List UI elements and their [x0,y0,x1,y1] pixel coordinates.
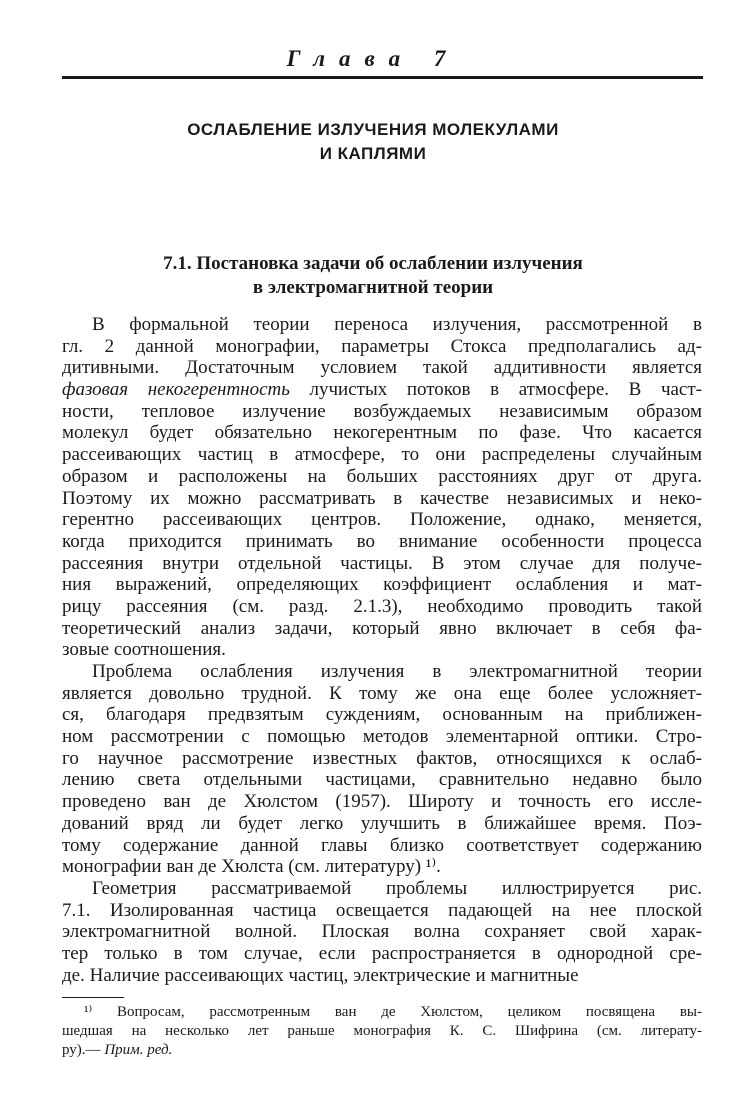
text-line: дований вряд ли будет легко улучшить в ближайшее время. Поэ- [62,812,702,834]
section-heading-line: 7.1. Постановка задачи об ослаблении излучения [163,253,583,274]
text-line: тому содержание данной главы близко соответствует содержанию [62,834,702,856]
text-line: В формальной теории переноса излучения, рассмотренной в [92,314,702,335]
text-line: ном рассмотрении с помощью методов элементарной оптики. Стро- [62,726,702,748]
text-line: проведено ван де Хюлстом (1957). Широту и точность его иссле- [62,791,702,813]
text-line: теоретический анализ задачи, который явно включает в себя фа- [62,617,702,639]
text-line: Геометрия рассматриваемой проблемы иллюстрируется рис. [92,877,702,899]
chapter-rule [62,76,703,79]
text-line: го научное рассмотрение известных фактов, относящихся к ослаб- [62,747,702,769]
text-line: ния выражений, определяющих коэффициент ослабления и мат- [62,574,702,596]
footnote-line: шедшая на несколько лет раньше монография К. С. Шифрина (см. литерату- [62,1023,702,1039]
text-line: молекул будет обязательно некогерентным по фазе. Что касается [62,422,702,444]
footnote-line: ру).— Прим. ред. [62,1042,173,1058]
footnote [62,1003,702,1060]
text-line: дитивными. Достаточным условием такой аддитивности является [62,357,702,379]
text-line: рицу рассеяния (см. разд. 2.1.3), необходимо проводить такой [62,595,702,617]
text-line: де. Наличие рассеивающих частиц, электрические и магнитные [62,964,579,986]
paragraph [62,878,702,986]
text-line: тер только в том случае, если распространяется в однородной сре- [62,942,702,964]
section-heading-line: в электромагнитной теории [252,277,494,298]
chapter-title-line: ОСЛАБЛЕНИЕ ИЗЛУЧЕНИЯ МОЛЕКУЛАМИ [187,120,559,139]
text-line: Поэтому их можно рассматривать в качестве независимых и неко- [62,487,702,509]
text-line: герентно рассеивающих центров. Положение, однако, меняется, [62,509,702,531]
text-line: фазовая некогерентность лучистых потоков в атмосфере. В част- [62,379,702,401]
text-line: образом и расположены на больших расстояниях друг от друга. [62,465,702,487]
text-line: является довольно трудной. К тому же она еще более усложняет- [62,682,702,704]
text-line: лению света отдельными частицами, сравнительно недавно было [62,769,702,791]
text-line: 7.1. Изолированная частица освещается падающей на нее плоской [62,899,702,921]
text-line: ся, благодаря предвзятым суждениям, основанным на приближен- [62,704,702,726]
text-line: зовые соотношения. [62,639,226,661]
text-line: ности, тепловое излучение возбуждаемых независимым образом [62,400,702,422]
text-line: когда приходится принимать во внимание особенности процесса [62,530,702,552]
paragraph [62,661,702,878]
text-line: рассеивающих частиц в атмосфере, то они распределены случайным [62,444,702,466]
text-line: электромагнитной волной. Плоская волна сохраняет свой харак- [62,921,702,943]
body-text [62,314,702,986]
footnote-rule [62,997,124,998]
chapter-heading: Глава 7 [286,46,460,71]
footnote-line: ¹⁾ Вопросам, рассмотренным ван де Хюлстом, целиком посвящена вы- [84,1004,702,1020]
chapter-title [0,118,746,166]
chapter-title-line: И КАПЛЯМИ [319,144,427,163]
section-heading [0,252,746,300]
paragraph [62,314,702,661]
text-line: Проблема ослабления излучения в электромагнитной теории [92,661,702,682]
text-line: гл. 2 данной монографии, параметры Стокса предполагались ад- [62,335,702,357]
text-line: монографии ван де Хюлста (см. литературу) ¹⁾. [62,856,441,878]
text-line: рассеяния внутри отдельной частицы. В этом случае для получе- [62,552,702,574]
